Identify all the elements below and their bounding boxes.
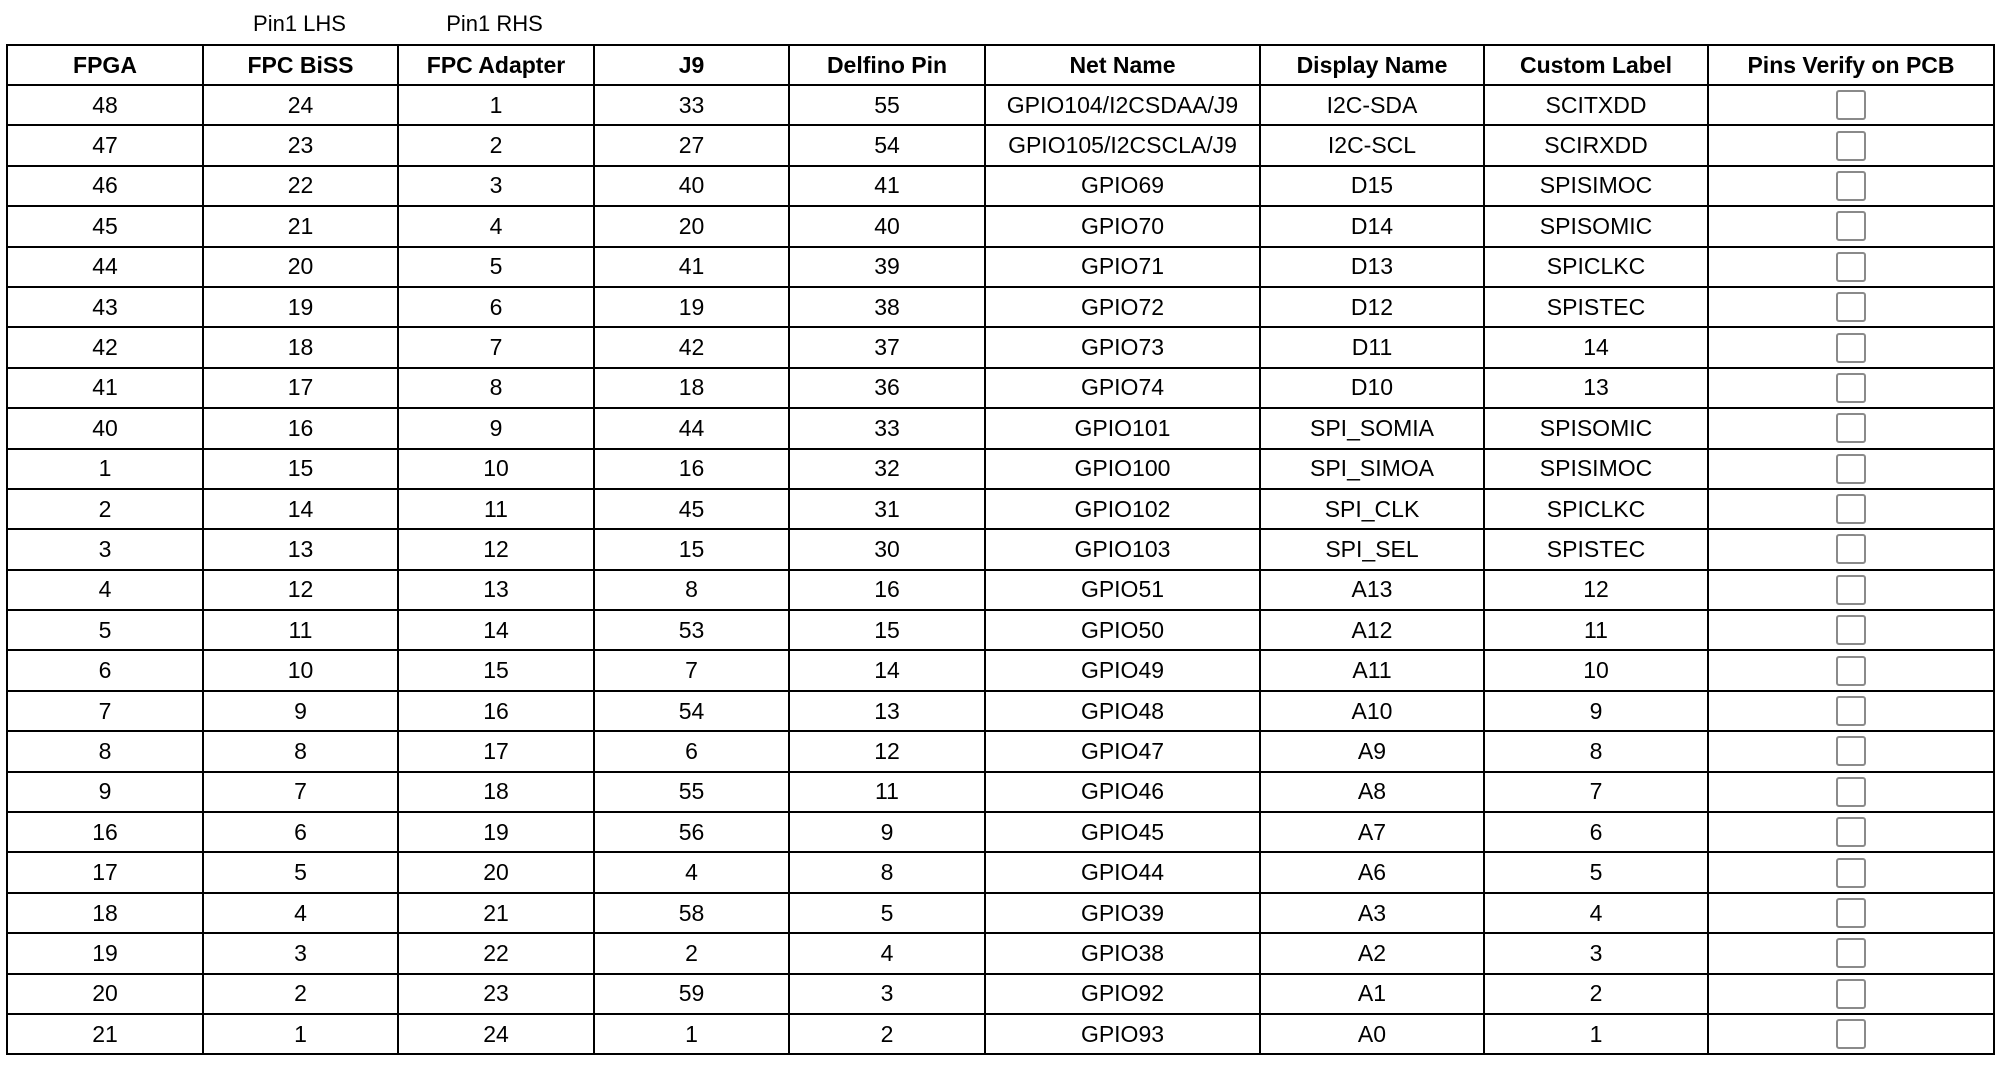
column-header-pins-verify: Pins Verify on PCB: [1708, 45, 1994, 85]
cell-pins-verify: [1708, 327, 1994, 367]
cell-net-name: GPIO92: [985, 974, 1260, 1014]
cell-delfino-pin: 33: [789, 408, 985, 448]
cell-j9: 8: [594, 570, 789, 610]
cell-fpc-biss: 16: [203, 408, 398, 448]
cell-j9: 27: [594, 125, 789, 165]
cell-fpc-adapter: 13: [398, 570, 594, 610]
cell-fpga: 4: [7, 570, 203, 610]
cell-display-name: A1: [1260, 974, 1484, 1014]
cell-display-name: D13: [1260, 247, 1484, 287]
cell-delfino-pin: 37: [789, 327, 985, 367]
verify-checkbox[interactable]: [1836, 292, 1866, 322]
table-row: [7, 570, 1994, 610]
cell-net-name: GPIO44: [985, 852, 1260, 892]
column-header-fpc-adapter: FPC Adapter: [398, 45, 594, 85]
cell-display-name: D10: [1260, 368, 1484, 408]
table-row: [7, 327, 1994, 367]
cell-net-name: GPIO93: [985, 1014, 1260, 1054]
table-row: [7, 529, 1994, 569]
cell-fpc-biss: 5: [203, 852, 398, 892]
cell-display-name: A12: [1260, 610, 1484, 650]
cell-fpc-biss: 12: [203, 570, 398, 610]
cell-fpc-adapter: 2: [398, 125, 594, 165]
cell-delfino-pin: 14: [789, 650, 985, 690]
cell-delfino-pin: 16: [789, 570, 985, 610]
table-row: [7, 974, 1994, 1014]
verify-checkbox[interactable]: [1836, 171, 1866, 201]
cell-pins-verify: [1708, 812, 1994, 852]
cell-display-name: A7: [1260, 812, 1484, 852]
cell-net-name: GPIO103: [985, 529, 1260, 569]
cell-pins-verify: [1708, 852, 1994, 892]
cell-custom-label: 8: [1484, 731, 1708, 771]
cell-fpc-adapter: 12: [398, 529, 594, 569]
cell-fpga: 48: [7, 85, 203, 125]
cell-pins-verify: [1708, 691, 1994, 731]
cell-custom-label: SPISTEC: [1484, 287, 1708, 327]
cell-pins-verify: [1708, 489, 1994, 529]
cell-net-name: GPIO73: [985, 327, 1260, 367]
cell-custom-label: SPICLKC: [1484, 247, 1708, 287]
cell-fpga: 16: [7, 812, 203, 852]
cell-display-name: A9: [1260, 731, 1484, 771]
verify-checkbox[interactable]: [1836, 90, 1866, 120]
cell-fpc-adapter: 11: [398, 489, 594, 529]
pin1-lhs-note: Pin1 LHS: [253, 11, 346, 36]
cell-j9: 54: [594, 691, 789, 731]
cell-j9: 41: [594, 247, 789, 287]
cell-custom-label: SPISIMOC: [1484, 166, 1708, 206]
table-row: [7, 691, 1994, 731]
cell-net-name: GPIO45: [985, 812, 1260, 852]
cell-custom-label: 12: [1484, 570, 1708, 610]
cell-pins-verify: [1708, 529, 1994, 569]
cell-display-name: D14: [1260, 206, 1484, 246]
cell-display-name: SPI_SOMIA: [1260, 408, 1484, 448]
cell-fpc-biss: 22: [203, 166, 398, 206]
cell-fpga: 43: [7, 287, 203, 327]
column-header-j9: J9: [594, 45, 789, 85]
cell-pins-verify: [1708, 933, 1994, 973]
cell-delfino-pin: 8: [789, 852, 985, 892]
verify-checkbox[interactable]: [1836, 615, 1866, 645]
verify-checkbox[interactable]: [1836, 494, 1866, 524]
cell-j9: 4: [594, 852, 789, 892]
verify-checkbox[interactable]: [1836, 211, 1866, 241]
verify-checkbox[interactable]: [1836, 413, 1866, 443]
cell-display-name: A2: [1260, 933, 1484, 973]
cell-fpc-biss: 19: [203, 287, 398, 327]
cell-fpc-biss: 18: [203, 327, 398, 367]
cell-pins-verify: [1708, 1014, 1994, 1054]
cell-display-name: A13: [1260, 570, 1484, 610]
cell-display-name: I2C-SDA: [1260, 85, 1484, 125]
cell-j9: 58: [594, 893, 789, 933]
table-row: [7, 1014, 1994, 1054]
cell-fpc-adapter: 22: [398, 933, 594, 973]
cell-net-name: GPIO38: [985, 933, 1260, 973]
table-body: [7, 85, 1994, 1054]
cell-custom-label: SCITXDD: [1484, 85, 1708, 125]
cell-fpga: 8: [7, 731, 203, 771]
table-row: [7, 650, 1994, 690]
cell-custom-label: SPISOMIC: [1484, 206, 1708, 246]
cell-fpga: 46: [7, 166, 203, 206]
cell-custom-label: 7: [1484, 772, 1708, 812]
cell-fpc-adapter: 17: [398, 731, 594, 771]
verify-checkbox[interactable]: [1836, 979, 1866, 1009]
table-row: [7, 449, 1994, 489]
cell-pins-verify: [1708, 570, 1994, 610]
cell-fpc-biss: 4: [203, 893, 398, 933]
cell-fpc-biss: 10: [203, 650, 398, 690]
table-row: [7, 166, 1994, 206]
cell-delfino-pin: 2: [789, 1014, 985, 1054]
cell-j9: 2: [594, 933, 789, 973]
cell-net-name: GPIO46: [985, 772, 1260, 812]
cell-custom-label: 5: [1484, 852, 1708, 892]
cell-j9: 33: [594, 85, 789, 125]
table-row: [7, 247, 1994, 287]
verify-checkbox[interactable]: [1836, 373, 1866, 403]
cell-display-name: A6: [1260, 852, 1484, 892]
cell-j9: 20: [594, 206, 789, 246]
cell-delfino-pin: 9: [789, 812, 985, 852]
verify-checkbox[interactable]: [1836, 938, 1866, 968]
cell-net-name: GPIO70: [985, 206, 1260, 246]
cell-fpga: 44: [7, 247, 203, 287]
cell-fpc-adapter: 18: [398, 772, 594, 812]
cell-fpc-adapter: 23: [398, 974, 594, 1014]
cell-display-name: D15: [1260, 166, 1484, 206]
cell-fpc-biss: 11: [203, 610, 398, 650]
cell-fpga: 9: [7, 772, 203, 812]
cell-delfino-pin: 54: [789, 125, 985, 165]
cell-j9: 55: [594, 772, 789, 812]
cell-net-name: GPIO105/I2CSCLA/J9: [985, 125, 1260, 165]
cell-fpga: 20: [7, 974, 203, 1014]
table-row: [7, 489, 1994, 529]
cell-fpga: 17: [7, 852, 203, 892]
column-header-custom-label: Custom Label: [1484, 45, 1708, 85]
verify-checkbox[interactable]: [1836, 656, 1866, 686]
cell-net-name: GPIO49: [985, 650, 1260, 690]
cell-net-name: GPIO39: [985, 893, 1260, 933]
cell-delfino-pin: 4: [789, 933, 985, 973]
cell-fpc-adapter: 14: [398, 610, 594, 650]
cell-j9: 59: [594, 974, 789, 1014]
cell-fpc-adapter: 15: [398, 650, 594, 690]
cell-fpga: 40: [7, 408, 203, 448]
verify-checkbox[interactable]: [1836, 858, 1866, 888]
cell-fpga: 3: [7, 529, 203, 569]
cell-fpc-adapter: 21: [398, 893, 594, 933]
cell-fpc-biss: 13: [203, 529, 398, 569]
cell-pins-verify: [1708, 772, 1994, 812]
cell-fpc-biss: 15: [203, 449, 398, 489]
cell-display-name: SPI_SEL: [1260, 529, 1484, 569]
cell-net-name: GPIO72: [985, 287, 1260, 327]
cell-delfino-pin: 31: [789, 489, 985, 529]
cell-fpc-biss: 20: [203, 247, 398, 287]
table-row: [7, 812, 1994, 852]
cell-display-name: A0: [1260, 1014, 1484, 1054]
verify-checkbox[interactable]: [1836, 333, 1866, 363]
cell-delfino-pin: 55: [789, 85, 985, 125]
cell-fpga: 19: [7, 933, 203, 973]
table-row: [7, 287, 1994, 327]
column-header-fpga: FPGA: [7, 45, 203, 85]
cell-custom-label: 10: [1484, 650, 1708, 690]
cell-net-name: GPIO47: [985, 731, 1260, 771]
cell-j9: 44: [594, 408, 789, 448]
cell-j9: 16: [594, 449, 789, 489]
verify-checkbox[interactable]: [1836, 575, 1866, 605]
header-row: [7, 45, 1994, 85]
cell-fpc-adapter: 10: [398, 449, 594, 489]
cell-custom-label: SCIRXDD: [1484, 125, 1708, 165]
verify-checkbox[interactable]: [1836, 817, 1866, 847]
cell-pins-verify: [1708, 85, 1994, 125]
cell-j9: 56: [594, 812, 789, 852]
cell-fpc-biss: 1: [203, 1014, 398, 1054]
cell-net-name: GPIO102: [985, 489, 1260, 529]
cell-fpc-biss: 21: [203, 206, 398, 246]
table-row: [7, 368, 1994, 408]
cell-fpc-adapter: 24: [398, 1014, 594, 1054]
verify-checkbox[interactable]: [1836, 736, 1866, 766]
cell-fpc-adapter: 20: [398, 852, 594, 892]
cell-fpga: 42: [7, 327, 203, 367]
cell-j9: 45: [594, 489, 789, 529]
cell-delfino-pin: 32: [789, 449, 985, 489]
cell-display-name: SPI_SIMOA: [1260, 449, 1484, 489]
cell-j9: 7: [594, 650, 789, 690]
cell-custom-label: SPISIMOC: [1484, 449, 1708, 489]
verify-checkbox[interactable]: [1836, 1019, 1866, 1049]
column-header-net-name: Net Name: [985, 45, 1260, 85]
cell-net-name: GPIO51: [985, 570, 1260, 610]
cell-net-name: GPIO101: [985, 408, 1260, 448]
cell-display-name: I2C-SCL: [1260, 125, 1484, 165]
cell-fpc-adapter: 6: [398, 287, 594, 327]
cell-fpga: 2: [7, 489, 203, 529]
cell-fpc-adapter: 5: [398, 247, 594, 287]
cell-pins-verify: [1708, 449, 1994, 489]
table-row: [7, 772, 1994, 812]
cell-fpc-biss: 7: [203, 772, 398, 812]
cell-pins-verify: [1708, 408, 1994, 448]
cell-j9: 40: [594, 166, 789, 206]
cell-custom-label: 11: [1484, 610, 1708, 650]
cell-display-name: D12: [1260, 287, 1484, 327]
cell-pins-verify: [1708, 368, 1994, 408]
cell-display-name: SPI_CLK: [1260, 489, 1484, 529]
cell-pins-verify: [1708, 893, 1994, 933]
pin1-rhs-note: Pin1 RHS: [446, 11, 543, 36]
cell-custom-label: 13: [1484, 368, 1708, 408]
cell-net-name: GPIO100: [985, 449, 1260, 489]
table-row: [7, 731, 1994, 771]
cell-fpga: 1: [7, 449, 203, 489]
cell-fpga: 6: [7, 650, 203, 690]
verify-checkbox[interactable]: [1836, 696, 1866, 726]
cell-custom-label: SPICLKC: [1484, 489, 1708, 529]
table-row: [7, 408, 1994, 448]
cell-delfino-pin: 15: [789, 610, 985, 650]
table-row: [7, 125, 1994, 165]
cell-j9: 18: [594, 368, 789, 408]
column-header-fpc-biss: FPC BiSS: [203, 45, 398, 85]
cell-fpc-biss: 6: [203, 812, 398, 852]
cell-display-name: D11: [1260, 327, 1484, 367]
cell-net-name: GPIO74: [985, 368, 1260, 408]
cell-fpga: 18: [7, 893, 203, 933]
cell-delfino-pin: 36: [789, 368, 985, 408]
verify-checkbox[interactable]: [1836, 534, 1866, 564]
cell-pins-verify: [1708, 974, 1994, 1014]
verify-checkbox[interactable]: [1836, 131, 1866, 161]
cell-j9: 42: [594, 327, 789, 367]
cell-j9: 53: [594, 610, 789, 650]
cell-fpga: 7: [7, 691, 203, 731]
cell-fpga: 41: [7, 368, 203, 408]
verify-checkbox[interactable]: [1836, 454, 1866, 484]
table-row: [7, 610, 1994, 650]
cell-fpga: 47: [7, 125, 203, 165]
cell-display-name: A3: [1260, 893, 1484, 933]
verify-checkbox[interactable]: [1836, 252, 1866, 282]
cell-net-name: GPIO71: [985, 247, 1260, 287]
cell-delfino-pin: 3: [789, 974, 985, 1014]
cell-j9: 1: [594, 1014, 789, 1054]
cell-fpc-biss: 3: [203, 933, 398, 973]
cell-fpc-biss: 23: [203, 125, 398, 165]
cell-custom-label: SPISOMIC: [1484, 408, 1708, 448]
table-row: [7, 893, 1994, 933]
cell-fpc-biss: 2: [203, 974, 398, 1014]
table-row: [7, 933, 1994, 973]
cell-delfino-pin: 40: [789, 206, 985, 246]
cell-fpc-biss: 24: [203, 85, 398, 125]
cell-delfino-pin: 39: [789, 247, 985, 287]
verify-checkbox[interactable]: [1836, 777, 1866, 807]
cell-fpc-adapter: 4: [398, 206, 594, 246]
table-row: [7, 206, 1994, 246]
cell-pins-verify: [1708, 287, 1994, 327]
cell-pins-verify: [1708, 247, 1994, 287]
cell-delfino-pin: 12: [789, 731, 985, 771]
column-header-delfino-pin: Delfino Pin: [789, 45, 985, 85]
cell-custom-label: 3: [1484, 933, 1708, 973]
cell-custom-label: 14: [1484, 327, 1708, 367]
cell-pins-verify: [1708, 731, 1994, 771]
cell-fpga: 5: [7, 610, 203, 650]
cell-fpc-adapter: 19: [398, 812, 594, 852]
cell-net-name: GPIO48: [985, 691, 1260, 731]
cell-pins-verify: [1708, 166, 1994, 206]
cell-fpc-adapter: 3: [398, 166, 594, 206]
cell-fpc-adapter: 1: [398, 85, 594, 125]
cell-fpc-adapter: 8: [398, 368, 594, 408]
cell-net-name: GPIO50: [985, 610, 1260, 650]
cell-fpga: 45: [7, 206, 203, 246]
cell-custom-label: 6: [1484, 812, 1708, 852]
cell-j9: 19: [594, 287, 789, 327]
cell-j9: 6: [594, 731, 789, 771]
cell-custom-label: SPISTEC: [1484, 529, 1708, 569]
cell-custom-label: 2: [1484, 974, 1708, 1014]
cell-display-name: A8: [1260, 772, 1484, 812]
cell-delfino-pin: 41: [789, 166, 985, 206]
cell-custom-label: 9: [1484, 691, 1708, 731]
cell-net-name: GPIO69: [985, 166, 1260, 206]
table-row: [7, 852, 1994, 892]
cell-fpc-biss: 17: [203, 368, 398, 408]
cell-pins-verify: [1708, 206, 1994, 246]
cell-delfino-pin: 30: [789, 529, 985, 569]
cell-pins-verify: [1708, 650, 1994, 690]
cell-fpc-adapter: 16: [398, 691, 594, 731]
cell-net-name: GPIO104/I2CSDAA/J9: [985, 85, 1260, 125]
cell-fpc-adapter: 9: [398, 408, 594, 448]
table-row: [7, 85, 1994, 125]
cell-delfino-pin: 11: [789, 772, 985, 812]
pin-mapping-table: [6, 44, 1995, 1055]
cell-j9: 15: [594, 529, 789, 569]
cell-delfino-pin: 13: [789, 691, 985, 731]
cell-custom-label: 1: [1484, 1014, 1708, 1054]
verify-checkbox[interactable]: [1836, 898, 1866, 928]
cell-pins-verify: [1708, 125, 1994, 165]
cell-fpga: 21: [7, 1014, 203, 1054]
cell-fpc-biss: 9: [203, 691, 398, 731]
cell-delfino-pin: 38: [789, 287, 985, 327]
cell-delfino-pin: 5: [789, 893, 985, 933]
cell-fpc-biss: 14: [203, 489, 398, 529]
cell-display-name: A10: [1260, 691, 1484, 731]
cell-custom-label: 4: [1484, 893, 1708, 933]
cell-fpc-adapter: 7: [398, 327, 594, 367]
cell-pins-verify: [1708, 610, 1994, 650]
cell-fpc-biss: 8: [203, 731, 398, 771]
cell-display-name: A11: [1260, 650, 1484, 690]
column-header-display-name: Display Name: [1260, 45, 1484, 85]
